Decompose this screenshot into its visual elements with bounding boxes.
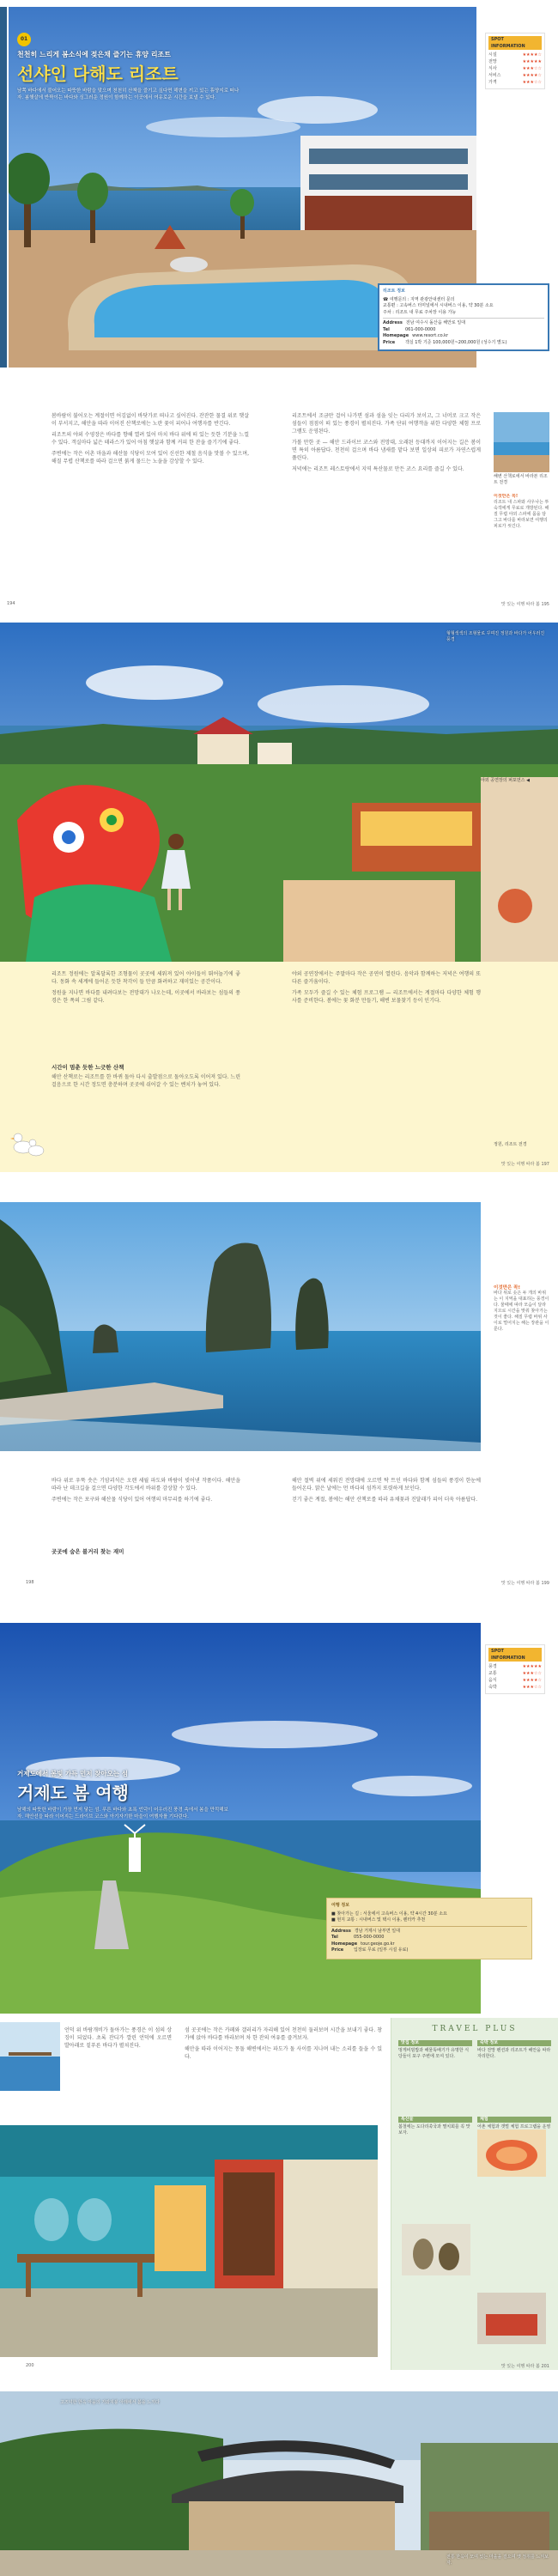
cafe-interior-photo [0, 2125, 378, 2357]
info-key: Homepage [331, 1941, 358, 1947]
spread2-right-column [292, 970, 481, 1159]
info-key: Address [331, 1928, 351, 1934]
spread4-left-column [64, 2026, 172, 2112]
rating-label: 식사 [488, 66, 497, 71]
info-key: Price [331, 1947, 344, 1953]
info-title-2: 여행 정보 [331, 1903, 350, 1908]
feature-title: 선샤인 다해도 리조트 [17, 64, 179, 84]
info-row [383, 340, 544, 347]
hanok-photo-caption: 고즈넉한 한옥 마을의 기와지붕 아래에서 봄을 느끼다 [60, 2400, 160, 2405]
info-key: Tel [383, 326, 390, 332]
rating-row [488, 58, 542, 65]
info-title: 리조트 정보 [383, 289, 405, 294]
rating-stars: ★★★★★ [522, 1664, 542, 1669]
rating-header-2: SPOT INFORMATION [488, 1648, 542, 1662]
rating-row [488, 65, 542, 72]
info-key: Tel [331, 1935, 338, 1940]
info-key: Price [383, 339, 396, 345]
spread2-left-column [52, 970, 240, 1056]
spread-1 [0, 0, 558, 378]
info-row [331, 1941, 527, 1948]
paragraph: 주변에는 작은 어촌 마을과 해산물 식당이 모여 있어 신선한 제철 음식을 맛볼 수 있으며, 해질 무렵 산책로를 따라 걸으면 붉게 물드는 노을을 감상할 수 있다. [52, 451, 249, 465]
info-value: www.resort.co.kr [412, 333, 449, 338]
rating-label: 서비스 [488, 73, 501, 78]
info-line: ■ 찾아가는 길 : 서울에서 고속버스 이용, 약 4시간 30분 소요 [331, 1911, 447, 1917]
spread3-subheading: 곳곳에 숨은 볼거리 찾는 재미 [52, 1548, 124, 1555]
spread4-intro: 남해의 따뜻한 바람이 가장 먼저 닿는 섬. 푸른 바다와 초록 언덕이 어우러진 풍경 속에서 봄을 만끽해보자. 해안선을 따라 이어지는 드라이브 코스와 아기자기한 마을이 여행자를 기다린다. [17, 1807, 228, 1820]
info-row [331, 1947, 527, 1954]
rating-row [488, 72, 542, 79]
paragraph: 리조트에서 조금만 걸어 나가면 섬과 섬을 잇는 다리가 보이고, 그 너머로 크고 작은 섬들이 점점이 떠 있는 풍경이 펼쳐진다. 가족 단위 여행객을 위한 다양한 체험 프로그램도 운영된다. [292, 413, 481, 434]
travel-plus-item [477, 2040, 551, 2060]
spread-4-body [0, 2018, 558, 2379]
travel-plus-item [398, 2040, 472, 2060]
info-row [383, 320, 544, 327]
info-row [331, 1929, 527, 1935]
spread2-subheading: 시간이 멈춘 듯한 느긋한 산책 [52, 1064, 124, 1071]
paragraph: 저녁에는 리조트 레스토랑에서 지역 특산물로 만든 코스 요리를 즐길 수 있다. [292, 466, 464, 472]
rating-label: 전망 [488, 59, 497, 64]
info-value: 경남 거제시 남부면 일대 [354, 1928, 400, 1934]
spot-badge: 01 [17, 33, 31, 46]
feature-intro: 남쪽 바다에서 불어오는 따뜻한 바람을 맞으며 천천히 산책을 즐기고 싶다면 해변을 끼고 있는 휴양지로 떠나자. 봄햇살에 반짝이는 바다와 싱그러운 정원이 함께하는 이곳에서 여유로운 시간을 보낼 수 있다. [17, 88, 240, 100]
hanok-bottom-text: 전통 한옥이 모여 있는 마을을 걸으며 옛 정취를 느껴보자. [446, 2555, 549, 2566]
pottery-photo [402, 2224, 470, 2275]
info-key: Homepage [383, 333, 409, 338]
info-value: 입장료 무료 (일부 시설 유료) [354, 1947, 409, 1953]
rating-stars: ★★★★★ [522, 59, 542, 64]
travel-plus-text: 바다 전망 펜션과 리조트가 해안을 따라 자리한다. [477, 2048, 551, 2059]
travel-plus-heading: 체험 [477, 2117, 551, 2123]
rating-stars: ★★★☆☆ [522, 1671, 542, 1676]
spread2-mid-column [52, 1073, 240, 1142]
rating-list-2 [488, 1663, 542, 1691]
rating-label: 가격 [488, 80, 497, 85]
page-number-left-4: 200 [26, 2363, 34, 2368]
paragraph: 언덕 위 바람개비가 돌아가는 풍경은 이 섬의 상징이 되었다. 초록 잔디가 깔린 언덕에 오르면 발아래로 짙푸른 바다가 펼쳐진다. [64, 2027, 172, 2049]
rating-stars: ★★★★☆ [522, 73, 542, 78]
info-key: Address [383, 320, 403, 325]
rating-stars: ★★★☆☆ [522, 1685, 542, 1690]
spread3-side-title: 이것만은 꼭! [494, 1285, 520, 1291]
feature-kicker: 천천히 느리게 봄소식에 젖은채 즐기는 휴양 리조트 [17, 51, 171, 58]
travel-plus-text: 봄철에는 도다리쑥국과 멸치회를 꼭 맛보자. [398, 2124, 470, 2136]
info-rows-2 [331, 1926, 527, 1954]
rating-row [488, 1663, 542, 1670]
info-row [331, 1935, 527, 1941]
rating-stars: ★★★☆☆ [522, 66, 542, 71]
sea-rocks-photo [0, 1202, 481, 1451]
paragraph: 걷기 좋은 계절, 봄에는 해안 산책로를 따라 유채꽃과 진달래가 피어 더욱 아름답다. [292, 1497, 478, 1503]
spread1-left-column [52, 412, 249, 610]
info-line: 주차 : 리조트 내 무료 주차장 이용 가능 [383, 309, 457, 315]
travel-plus-panel [391, 2018, 558, 2370]
duck-illustration [10, 1125, 45, 1159]
side-note [494, 494, 549, 571]
rating-label: 풍경 [488, 1664, 497, 1669]
spread2-side-caption: 정원, 리조트 전경 [494, 1142, 527, 1147]
paragraph: 주변에는 작은 포구와 해산물 식당이 있어 여행의 마무리를 하기에 좋다. [52, 1497, 213, 1503]
spread4-title: 거제도 봄 여행 [17, 1783, 129, 1803]
travel-plus-title: TRAVEL PLUS [432, 2025, 518, 2033]
paragraph: 봄바람이 불어오는 계절이면 어김없이 바닷가로 떠나고 싶어진다. 잔잔한 물결 위로 햇살이 부서지고, 해안을 따라 이어진 산책로에는 노란 꽃이 피어나 여행자를 반긴다. [52, 413, 249, 427]
paragraph: 야외 공연장에서는 주말마다 작은 공연이 열린다. 음악과 함께하는 저녁은 여행의 또 다른 즐거움이다. [292, 971, 481, 985]
spread3-left-column [52, 1477, 240, 1546]
paragraph: 바다 위로 우뚝 솟은 기암괴석은 오랜 세월 파도와 바람이 빚어낸 작품이다. 해안을 따라 난 데크길을 걸으면 다양한 각도에서 바위를 감상할 수 있다. [52, 1478, 240, 1492]
side-note-title: 이것만은 꼭! [494, 494, 519, 499]
paragraph: 해안 절벽 위에 세워진 전망대에 오르면 탁 트인 바다와 함께 섬들의 풍경이 한눈에 들어온다. 맑은 날에는 먼 바다의 섬까지 또렷하게 보인다. [292, 1478, 481, 1492]
info-row [383, 327, 544, 334]
rating-stars: ★★★★☆ [522, 1678, 542, 1683]
side-photo-caption: 해변 산책로에서 바라본 리조트 전경 [494, 474, 548, 485]
page-number-left: 194 [7, 601, 15, 606]
rating-row [488, 1670, 542, 1677]
spread3-side-text: 바다 위로 솟은 두 개의 바위는 이 지역을 대표하는 풍경이다. 물때에 따라 모습이 달라지므로 시간을 맞춰 찾아가는 것이 좋다. 해질 무렵 바위 사이로 떨어지는 해는 장관을 이룬다. [494, 1291, 549, 1332]
spread-1-body [0, 386, 558, 618]
page-number-right-4: 맛 있는 여행 따라 봄 201 [500, 2364, 549, 2369]
rating-row [488, 79, 542, 86]
side-note-text: 리조트 내 스파와 사우나는 투숙객에게 무료로 개방된다. 해질 무렵 야외 스파에 몸을 담그고 바다를 바라보면 여행의 피로가 씻긴다. [494, 500, 549, 529]
info-line: 교통편 : 고속버스 터미널에서 시내버스 이용, 약 30분 소요 [383, 303, 494, 308]
info-rows [383, 318, 544, 346]
paragraph: 해안 산책로는 리조트를 한 바퀴 돌아 다시 출발점으로 돌아오도록 이어져 있다. 느린 걸음으로 한 시간 정도면 충분하며 곳곳에 쉬어갈 수 있는 벤치가 놓여 있다. [52, 1074, 240, 1088]
rating-header: SPOT INFORMATION [488, 36, 542, 50]
garden-sculpture-photo [0, 623, 558, 962]
pier-photo [0, 2022, 60, 2091]
rating-box [485, 33, 545, 89]
spread1-right-column [292, 412, 481, 610]
travel-plus-text: 어촌 체험과 갯벌 체험 프로그램을 운영 [477, 2124, 551, 2129]
garden-photo-caption-right: 야외 공연장의 퍼포먼스 ◀ [481, 778, 530, 783]
travel-plus-text: 멍게비빔밥과 해물뚝배기가 유명한 식당들이 포구 주변에 모여 있다. [398, 2048, 470, 2059]
page-number-right-3: 맛 있는 여행 따라 봄 199 [500, 1581, 549, 1586]
spread-2-body [0, 962, 558, 1172]
paragraph: 해안을 따라 이어지는 몽돌 해변에서는 파도가 돌 사이를 지나며 내는 소리를 들을 수 있다. [185, 2046, 382, 2060]
travel-info-box [326, 1898, 532, 1959]
info-value: 객실 1박 기준 100,000원~200,000원 (성수기 별도) [405, 339, 507, 345]
rating-row [488, 1684, 542, 1691]
paragraph: 정원을 지나면 바다를 내려다보는 전망대가 나오는데, 이곳에서 바라보는 섬들의 풍경은 한 폭의 그림 같다. [52, 990, 240, 1004]
garden-photo-caption: 형형색색의 조형물로 꾸며진 정원과 바다가 어우러진 풍경 [446, 631, 545, 642]
page-edge-strip [0, 7, 7, 368]
rating-box-2 [485, 1644, 545, 1694]
info-value: 전남 여수시 돌산읍 해안로 일대 [405, 320, 465, 325]
market-photo [477, 2293, 546, 2344]
info-row [383, 333, 544, 340]
travel-plus-heading: 특산물 [398, 2117, 472, 2123]
info-lines-2 [331, 1911, 527, 1924]
rating-list [488, 52, 542, 86]
info-value: 055-000-0000 [354, 1935, 385, 1940]
rating-row [488, 52, 542, 58]
travel-plus-heading: 숙박 정보 [477, 2040, 551, 2046]
paragraph: 가볼 만한 곳 — 해안 드라이브 코스와 전망대, 오래된 등대까지 이어지는 길은 봄이면 특히 아름답다. 천천히 걸으며 바다 냄새를 맡다 보면 일상의 피로가 자연스럽게 풀린다. [292, 440, 481, 461]
rating-stars: ★★★☆☆ [522, 80, 542, 85]
info-value: 061-000-0000 [405, 326, 436, 332]
info-value: tour.geoje.go.kr [361, 1941, 395, 1947]
food-photo [477, 2129, 546, 2177]
page-number-right: 맛 있는 여행 따라 봄 195 [500, 602, 549, 607]
hanok-village-photo [0, 2391, 558, 2576]
info-line: ☎ 여행문의 : 지역 관광안내센터 문의 [383, 296, 455, 302]
paragraph: 리조트 정원에는 알록달록한 조형물이 곳곳에 세워져 있어 아이들이 뛰어놀기에 좋다. 동화 속 세계에 들어온 듯한 착각이 들 만큼 화려하고 재미있는 공간이다. [52, 971, 240, 985]
paragraph: 가족 모두가 즐길 수 있는 체험 프로그램 — 리조트에서는 계절마다 다양한 체험 행사를 준비한다. 봄에는 꽃 화분 만들기, 해변 보물찾기 등이 인기다. [292, 990, 481, 1004]
rating-label: 교통 [488, 1671, 497, 1676]
rating-stars: ★★★★☆ [522, 52, 542, 58]
spread-3-body [0, 1451, 558, 1597]
page-number-right-2: 맛 있는 여행 따라 봄 197 [500, 1162, 549, 1167]
rating-row [488, 1677, 542, 1684]
travel-plus-heading: 맛집 정보 [398, 2040, 472, 2046]
paragraph: 섬 곳곳에는 작은 카페와 갤러리가 자리해 있어 천천히 둘러보며 시간을 보내기 좋다. 창가에 앉아 바다를 바라보며 차 한 잔의 여유를 즐겨보자. [185, 2027, 382, 2041]
spread3-right-column [292, 1477, 481, 1571]
rating-label: 음식 [488, 1678, 497, 1683]
paragraph: 리조트의 야외 수영장은 바다를 향해 열려 있어 마치 바다 위에 떠 있는 듯한 기분을 느낄 수 있다. 객실마다 넓은 테라스가 있어 아침 햇살과 함께 커피 한 잔을 즐기기에 좋다. [52, 432, 249, 446]
spread4-kicker: 거제도에서 봄빛 가득 먼저 찾아오는 섬 [17, 1770, 128, 1777]
rating-label: 숙박 [488, 1685, 497, 1690]
rating-label: 시설 [488, 52, 497, 58]
side-photo-pool [494, 412, 549, 472]
resort-info-box [378, 283, 549, 351]
info-lines [383, 297, 544, 317]
spread3-side-note [494, 1284, 549, 1413]
page-number-left-3: 198 [26, 1580, 34, 1585]
info-line: ■ 현지 교통 : 시내버스 및 택시 이용, 렌터카 추천 [331, 1917, 426, 1923]
travel-plus-item [398, 2117, 472, 2136]
